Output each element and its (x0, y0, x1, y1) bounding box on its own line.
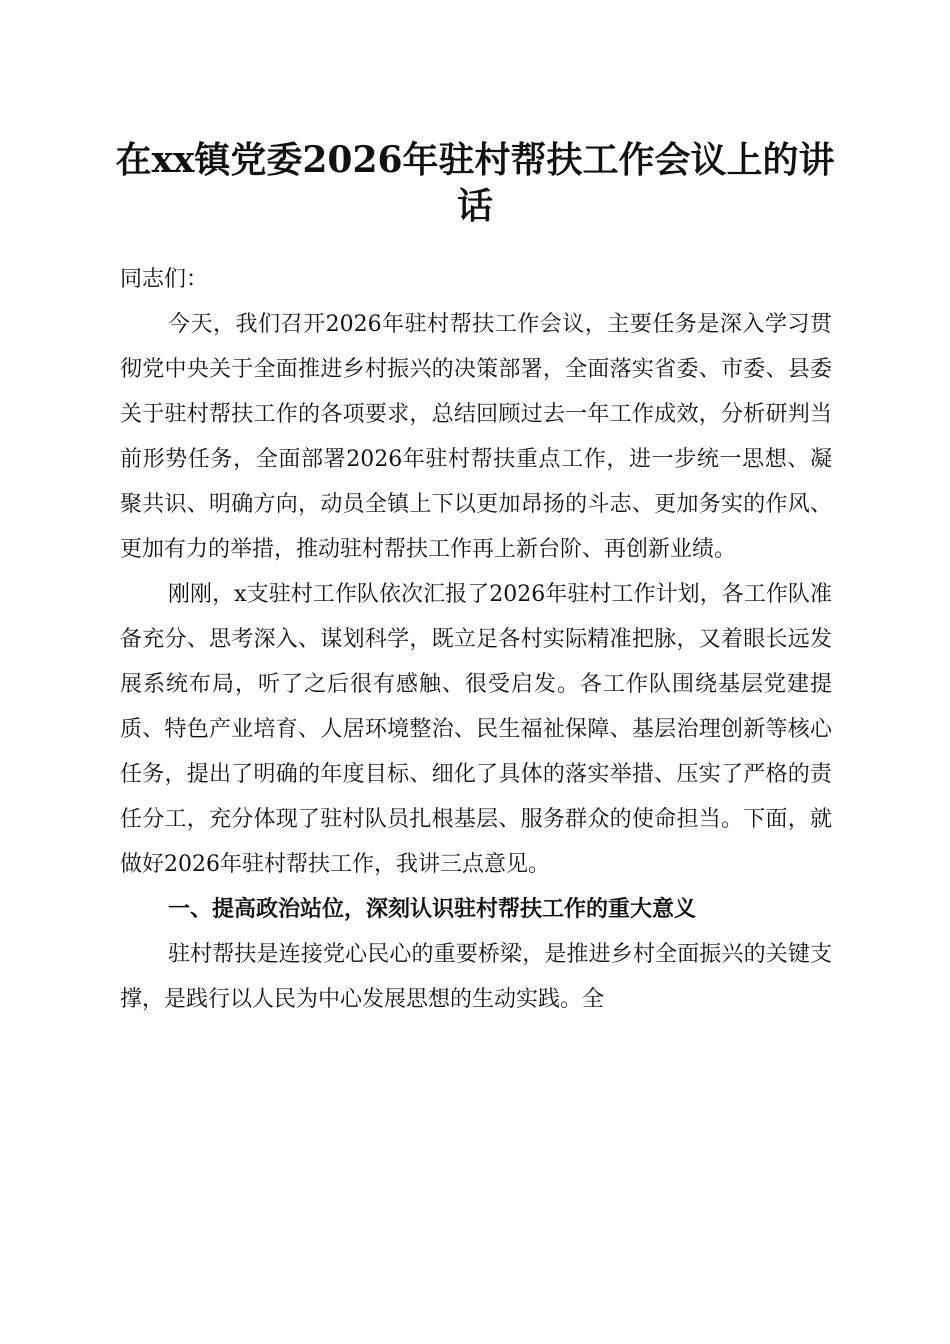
document-body (120, 257, 832, 1022)
section-heading-1: 一、提高政治站位，深刻认识驻村帮扶工作的重大意义 (168, 897, 697, 922)
document-title-line1: 在xx镇党委2026年驻村帮扶工作会议上的讲 (115, 139, 835, 181)
section-paragraph-1: 驻村帮扶是连接党心民心的重要桥梁，是推进乡村全面振兴的关键支撑，是践行以人民为中心发展思想的生动实践。全 (120, 942, 832, 1012)
paragraph-opening: 今天，我们召开2026年驻村帮扶工作会议，主要任务是深入学习贯彻党中央关于全面推进乡村振兴的决策部署，全面落实省委、市委、县委关于驻村帮扶工作的各项要求，总结回顾过去一年工作成效，分析研判当前形势任务，全面部署2026年驻村帮扶重点工作，进一步统一思想、凝聚共识、明确方向，动员全镇上下以更加昂扬的斗志、更加务实的作风、更加有力的举措，推动驻村帮扶工作再上新台阶、再创新业绩。 (120, 312, 832, 562)
salutation: 同志们： (120, 267, 209, 292)
document-title-line2: 话 (456, 185, 493, 227)
paragraph-reports: 刚刚，x支驻村工作队依次汇报了2026年驻村工作计划，各工作队准备充分、思考深入、谋划科学，既立足各村实际精准把脉，又着眼长远发展系统布局，听了之后很有感触、很受启发。各工作队围绕基层党建提质、特色产业培育、人居环境整治、民生福祉保障、基层治理创新等核心任务，提出了明确的年度目标、细化了具体的落实举措、压实了严格的责任分工，充分体现了驻村队员扎根基层、服务群众的使命担当。下面，就做好2026年驻村帮扶工作，我讲三点意见。 (120, 582, 832, 877)
